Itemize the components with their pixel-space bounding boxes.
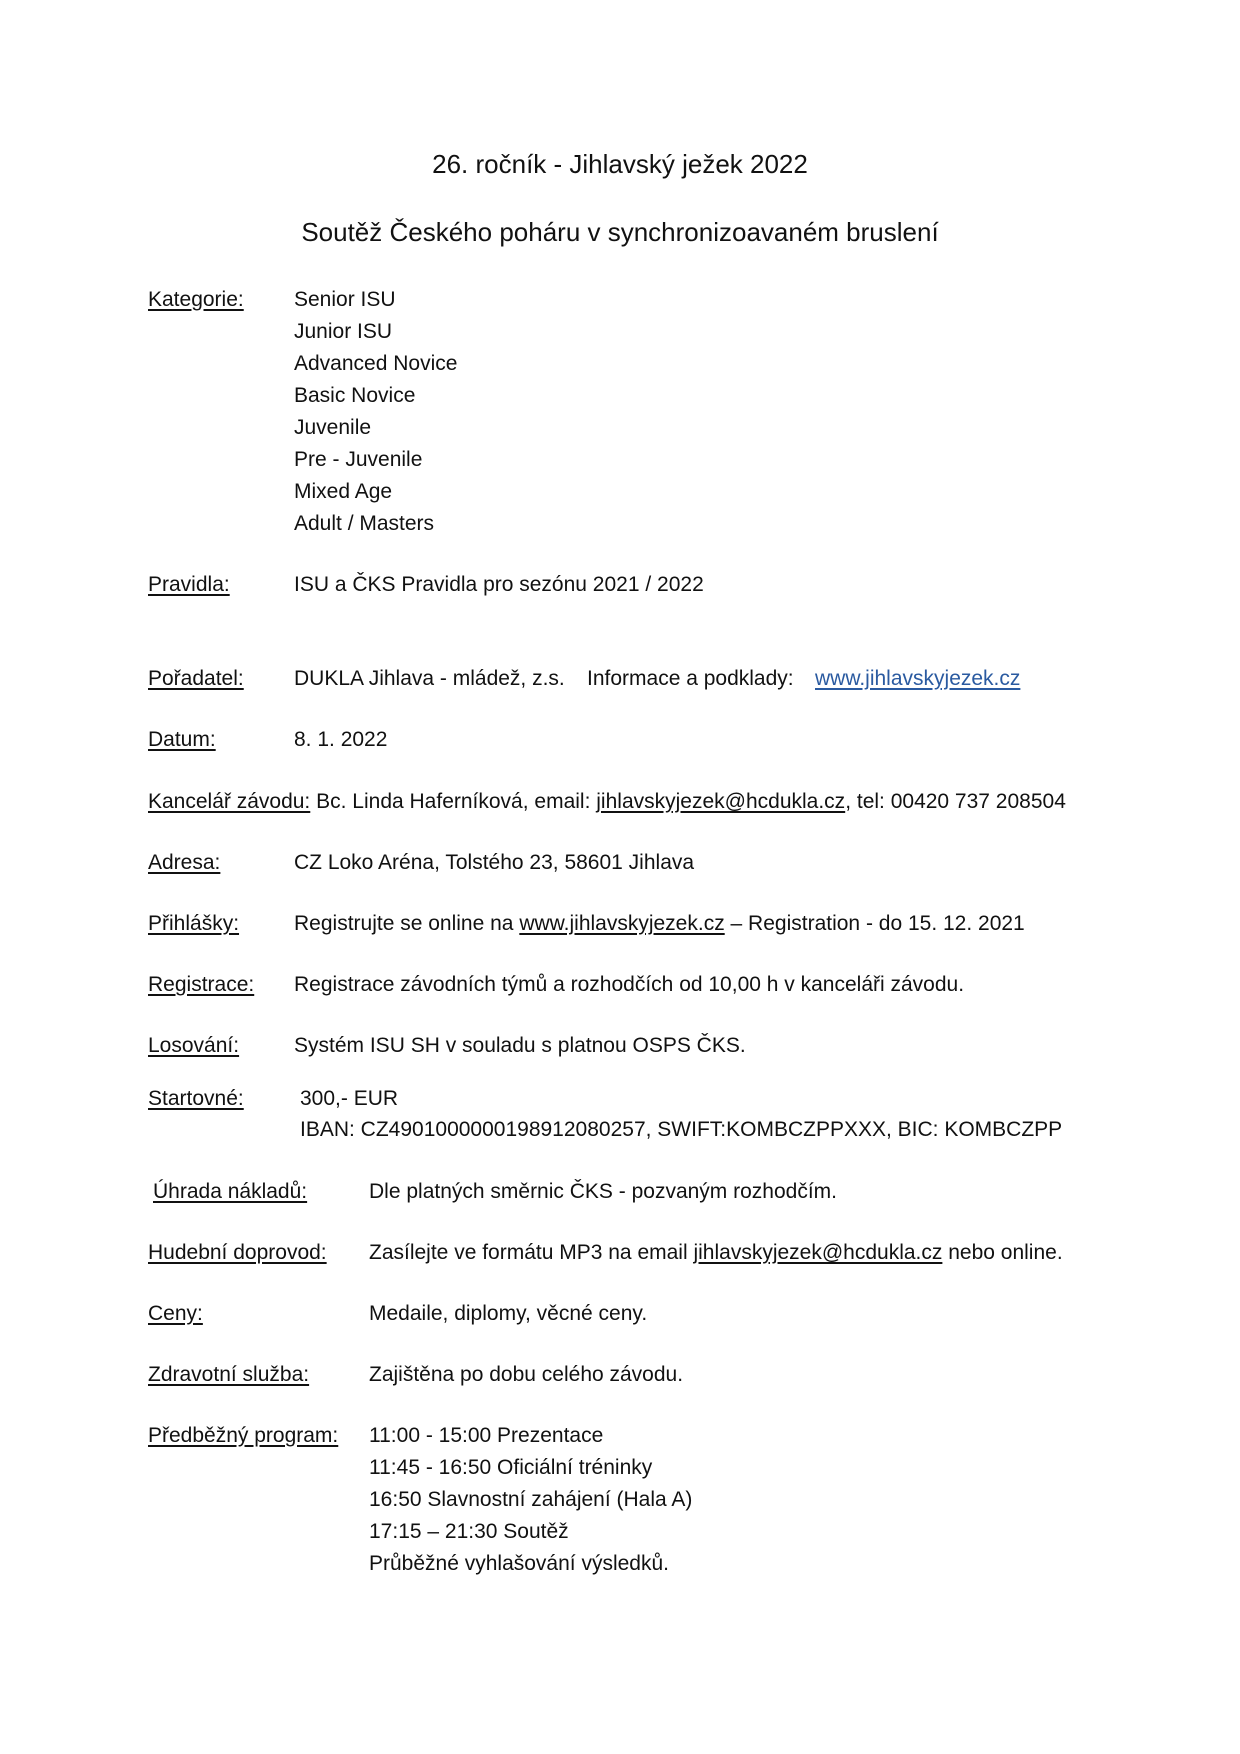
pravidla-label: Pravidla: [148, 573, 230, 596]
losovani-value: Systém ISU SH v souladu s platnou OSPS ČKS. [294, 1034, 746, 1057]
kategorie-label: Kategorie: [148, 288, 244, 311]
info-text: Informace a podklady: [587, 667, 794, 690]
ceny-value: Medaile, diplomy, věcné ceny. [369, 1302, 648, 1325]
hudebni-label: Hudební doprovod: [148, 1241, 327, 1264]
bank-details: IBAN: CZ4901000000198912080257, SWIFT:KOMBCZPPXXX, BIC: KOMBCZPP [300, 1118, 1063, 1141]
prihlasky-deadline: – Registration - do 15. 12. 2021 [724, 912, 1025, 935]
page-subtitle: Soutěž Českého poháru v synchronizoavaném bruslení [301, 217, 939, 247]
kategorie-item: Adult / Masters [294, 512, 435, 535]
program-label: Předběžný program: [148, 1424, 339, 1447]
adresa-label: Adresa: [148, 851, 221, 874]
kancelar-email-link[interactable]: jihlavskyjezek@hcdukla.cz [596, 790, 846, 813]
hudebni-suffix: nebo online. [942, 1241, 1063, 1264]
hudebni-line [369, 1240, 1063, 1266]
prihlasky-line [294, 911, 1025, 937]
kancelar-text: Bc. Linda Haferníková, email: [310, 790, 597, 813]
losovani-label: Losování: [148, 1034, 240, 1057]
kancelar-label: Kancelář závodu: [148, 790, 311, 813]
program-item: 17:15 – 21:30 Soutěž [369, 1520, 569, 1543]
program-item: Průběžné vyhlašování výsledků. [369, 1552, 669, 1575]
kategorie-item: Junior ISU [294, 320, 393, 343]
hudebni-text: Zasílejte ve formátu MP3 na email [369, 1241, 694, 1264]
kategorie-item: Juvenile [294, 416, 372, 439]
registrace-value: Registrace závodních týmů a rozhodčích od 10,00 h v kanceláři závodu. [294, 973, 965, 996]
ceny-label: Ceny: [148, 1302, 203, 1325]
kategorie-item: Advanced Novice [294, 352, 458, 375]
uhrada-value: Dle platných směrnic ČKS - pozvaným rozhodčím. [369, 1180, 837, 1203]
uhrada-label: Úhrada nákladů: [153, 1180, 308, 1203]
poradatel-label: Pořadatel: [148, 667, 244, 690]
kategorie-item: Basic Novice [294, 384, 416, 407]
program-item: 11:00 - 15:00 Prezentace [369, 1424, 604, 1447]
startovne-label: Startovné: [148, 1087, 244, 1110]
startovne-value: 300,- EUR [300, 1087, 399, 1110]
program-item: 16:50 Slavnostní zahájení (Hala A) [369, 1488, 693, 1511]
program-item: 11:45 - 16:50 Oficiální tréninky [369, 1456, 653, 1479]
kategorie-item: Pre - Juvenile [294, 448, 423, 471]
datum-label: Datum: [148, 728, 216, 751]
kategorie-item: Mixed Age [294, 480, 393, 503]
zdravotni-value: Zajištěna po dobu celého závodu. [369, 1363, 684, 1386]
datum-value: 8. 1. 2022 [294, 728, 388, 751]
poradatel-value: DUKLA Jihlava - mládež, z.s. [294, 667, 565, 690]
page-title: 26. ročník - Jihlavský ježek 2022 [432, 149, 808, 179]
zdravotni-label: Zdravotní služba: [148, 1363, 310, 1386]
website-link[interactable]: www.jihlavskyjezek.cz [815, 667, 1021, 690]
prihlasky-label: Přihlášky: [148, 912, 240, 935]
adresa-value: CZ Loko Aréna, Tolstého 23, 58601 Jihlava [294, 851, 695, 874]
kancelar-tel: , tel: 00420 737 208504 [845, 790, 1066, 813]
kategorie-item: Senior ISU [294, 288, 396, 311]
registration-link[interactable]: www.jihlavskyjezek.cz [519, 912, 725, 935]
pravidla-value: ISU a ČKS Pravidla pro sezónu 2021 / 2022 [294, 573, 704, 596]
registrace-label: Registrace: [148, 973, 255, 996]
prihlasky-text: Registrujte se online na [294, 912, 520, 935]
kancelar-line [148, 789, 1066, 815]
hudebni-email-link[interactable]: jihlavskyjezek@hcdukla.cz [693, 1241, 943, 1264]
